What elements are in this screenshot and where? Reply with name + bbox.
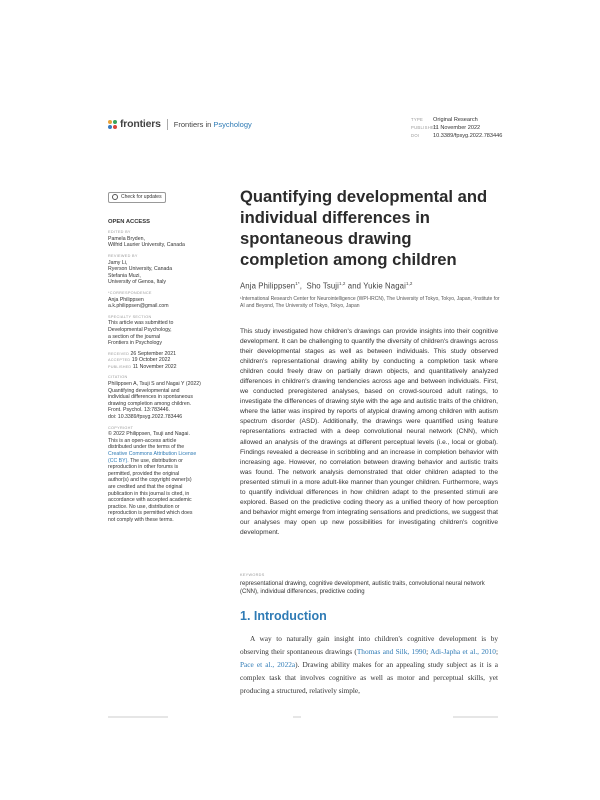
footer-mark-center <box>293 716 301 718</box>
date-accepted: ACCEPTED 19 October 2022 <box>108 357 171 364</box>
citation-heading: CITATION <box>108 375 128 380</box>
citation-link[interactable]: Pace et al., 2022a <box>240 660 296 669</box>
edited-by: Pamela Bryden, Wilfrid Laurier University, Canada <box>108 235 185 249</box>
footer-mark-left <box>108 716 168 718</box>
abstract: This study investigated how children's drawings can provide insights into their cognitive development. It can be challenging to quantify the diversity of children's drawings across their developmental stages as well as between individuals. This study observed children's representational drawing ability by conducting a completion task where children could freely draw on partially drawn objects, and quantitatively analyzed differences in children's drawing tendencies across age and between individuals. First, we conducted preregistered analyses, based on crowd-sourced adult ratings, to investigate the differences of drawing style with the age and autistic traits of the children, where the latter was inspired by reports of atypical drawing among children with autism spectrum disorder (ASD). Additionally, the drawings were quantified using feature representations extracted with a deep convolutional neural network (CNN), which allowed an analysis of the drawings at different perceptual levels (i.e., local or global). Findings revealed a decrease in scribbling and an increase in completion behavior with increasing age. However, no correlation between drawing behavior and autistic traits was found. The network analysis demonstrated that older children adapted to the presented stimuli in a more adult-like manner than younger children. Furthermore, ways to quantify individual differences in how children adapt to the presented stimuli are explored. Based on the predictive coding theory as a unified theory of how perception and behavior might emerge from integrating sensations and predictions, we suggest that our analyses may open up new possibilities for investigating children's cognitive development. <box>240 328 498 536</box>
section-heading-introduction: 1. Introduction <box>240 609 327 623</box>
header-divider <box>167 119 168 130</box>
article-meta <box>411 116 502 140</box>
specialty-heading: SPECIALTY SECTION <box>108 314 152 319</box>
date-published: PUBLISHED 11 November 2022 <box>108 363 177 370</box>
cc-license-link[interactable]: Creative Commons Attribution License (CC BY). <box>108 451 197 464</box>
journal-name: Frontiers in Psychology <box>173 119 252 129</box>
citation-link[interactable]: Adi-Japha et al., 2010 <box>430 647 496 656</box>
author-name[interactable]: Anja Philippsen <box>240 281 296 291</box>
frontiers-logo[interactable] <box>108 118 252 130</box>
citation: Philippsen A, Tsuji S and Nagai Y (2022) Quantifying developmental and individual differences in spontaneous drawing completion among children. Front. Psychol. 13:783446. doi: 10.3389/fpsyg.2022.783446 <box>108 381 201 421</box>
keywords: representational drawing, cognitive development, autistic traits, convolutional neural network (CNN), individual differences, predictive coding <box>240 581 485 596</box>
article-title: Quantifying developmental and individual differences in spontaneous drawing completion among children <box>240 187 488 269</box>
affiliations: ¹International Research Center for Neurointelligence (WPI-IRCN), The University of Tokyo, Tokyo, Japan, ²Institute for AI and Beyond, The University of Tokyo, Tokyo, Japan <box>240 296 500 309</box>
reviewed-by: Jamy Li, Ryerson University, Canada Stefania Muzi, University of Genoa, Italy <box>108 259 173 286</box>
meta-published: PUBLISHED11 November 2022 <box>411 125 481 131</box>
correspondence[interactable]: Anja Philippsen a.k.philippsen@gmail.com <box>108 296 169 310</box>
author-name[interactable]: Sho Tsuji <box>306 281 339 291</box>
meta-type: TYPE Original Research <box>411 117 478 123</box>
check-for-updates-button[interactable]: Check for updates <box>108 192 166 203</box>
meta-doi: DOI 10.3389/fpsyg.2022.783446 <box>411 133 503 139</box>
page-footer <box>108 716 498 720</box>
footer-mark-right <box>453 716 498 718</box>
citation-link[interactable]: Thomas and Silk, 1990 <box>356 647 427 656</box>
introduction-paragraph: A way to naturally gain insight into children's cognitive development is by observing their spontaneous drawings (Thomas and Silk, 1990; Adi-Japha et al., 2010; Pace et al., 2022a). Drawing ability makes for an appealing study subject as it is a complex task that involves cognitive as well as motor and perceptual skills, yet producing a structured, relatively simple, <box>240 634 498 695</box>
open-access-label: OPEN ACCESS <box>108 218 150 225</box>
author-list: Anja Philippsen$^{1*}$, Sho Tsuji$^{1,2}$ and Yukie Nagai$^{1,2}$ <box>240 281 413 291</box>
correspondence-heading: *CORRESPONDENCE <box>108 290 152 295</box>
keywords-heading: KEYWORDS <box>240 573 265 577</box>
article-sidebar <box>108 192 216 524</box>
article-dates <box>108 351 216 371</box>
specialty-section: This article was submitted to Developmental Psychology, a section of the journal Frontiers in Psychology <box>108 320 174 347</box>
update-check-icon <box>112 194 118 200</box>
frontiers-logo-icon <box>108 120 117 129</box>
brand-name: frontiers <box>120 118 161 130</box>
author-name[interactable]: and Yukie Nagai <box>347 281 406 291</box>
date-received: RECEIVED 26 September 2021 <box>108 350 177 357</box>
copyright: © 2022 Philippsen, Tsuji and Nagai. This is an open-access article distributed under the terms of the Creative Commons Attribution License (CC BY). The use, distribution or reproduction in other forums is permitted, provided the original author(s) and the copyright owner(s) are credited and that the original publication in this journal is cited, in accordance with accepted academic practice. No use, distribution or reproduction is permitted which does not comply with these terms. <box>108 431 197 523</box>
copyright-heading: COPYRIGHT <box>108 425 134 430</box>
reviewed-by-heading: REVIEWED BY <box>108 253 138 258</box>
edited-by-heading: EDITED BY <box>108 230 131 235</box>
